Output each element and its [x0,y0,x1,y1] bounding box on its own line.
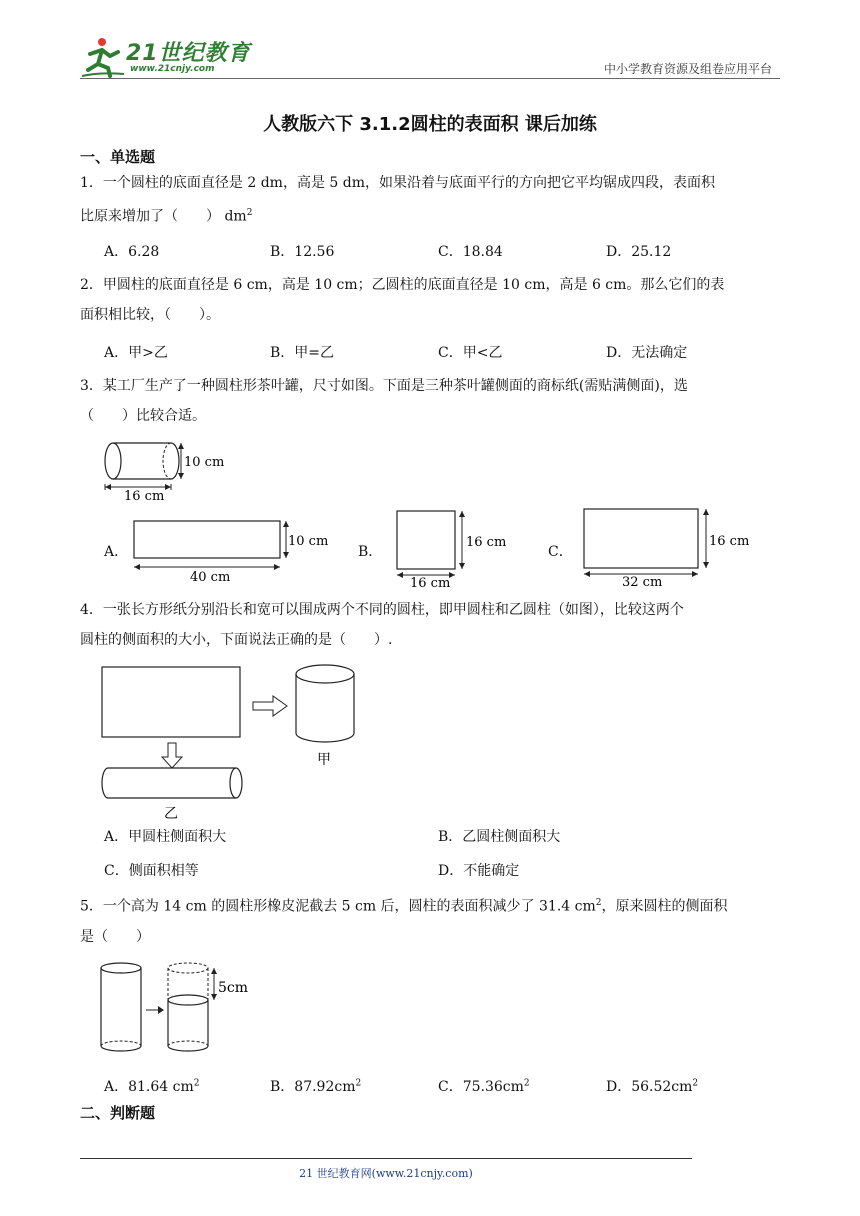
option-d[interactable]: D．不能确定 [438,863,520,879]
logo-text: 21世纪教育 [126,41,251,66]
option-a[interactable]: A．甲>乙 [104,345,168,361]
cylinder-jia-label: 甲 [317,752,331,768]
question-1 [80,168,780,232]
tea-can-height-label: 10 cm [184,455,225,470]
logo-url: www.21cnjy.com [130,64,215,74]
question-2-line1: 2．甲圆柱的底面直径是 6 cm，高是 10 cm；乙圆柱的底面直径是 10 cm，高是 6 cm。那么它们的表 [80,277,725,293]
paper-roll-figure [98,660,368,822]
option-b-square-figure[interactable] [392,505,522,589]
page-footer[interactable]: 21 世纪教育网(www.21cnjy.com) [299,1167,473,1180]
clay-cylinder-figure [96,958,266,1062]
option-c[interactable]: C．18.84 [438,244,503,260]
tea-can-figure [102,436,232,504]
option-b-width-label: 16 cm [410,576,451,589]
question-4-line2: 圆柱的侧面积的大小，下面说法正确的是（ ）. [80,632,393,648]
option-a[interactable]: A．81.64 $cm^2$ [104,1078,200,1095]
option-c-height-label: 16 cm [709,534,750,549]
option-b[interactable]: B．12.56 [270,244,335,260]
option-c[interactable]: C． [548,544,573,560]
option-a[interactable]: A． [104,544,129,560]
section-heading-single-choice: 一、单选题 [80,148,156,166]
option-b[interactable]: B．甲=乙 [270,345,335,361]
footer-divider [80,1158,692,1159]
option-a-height-label: 10 cm [288,534,329,549]
page-header [80,30,780,80]
option-d[interactable]: D．$56.52cm^2$ [606,1078,699,1095]
option-a-rectangle-figure[interactable] [130,515,330,585]
header-divider [80,78,780,79]
option-b[interactable]: B．乙圆柱侧面积大 [438,829,561,845]
option-b[interactable]: B．$87.92cm^2$ [270,1078,362,1095]
option-c-rectangle-figure[interactable] [578,504,758,590]
cut-height-label: 5cm [218,980,249,996]
option-c[interactable]: C．侧面积相等 [104,863,199,879]
question-3 [80,371,780,431]
question-4 [80,595,780,655]
question-1-line1: 1．一个圆柱的底面直径是 2 dm，高是 5 dm，如果沿着与底面平行的方向把它平均锯成四段，表面积 [80,175,715,191]
page-title: 人教版六下 3.1.2圆柱的表面积 课后加练 [263,114,597,135]
option-a-width-label: 40 cm [190,570,231,585]
option-b[interactable]: B． [358,544,383,560]
option-a[interactable]: A．6.28 [104,244,160,260]
question-2 [80,270,780,330]
question-4-options-row2 [104,860,784,882]
logo [80,34,260,78]
option-b-height-label: 16 cm [466,535,507,550]
option-a[interactable]: A．甲圆柱侧面积大 [104,829,227,845]
question-5 [80,888,780,952]
question-4-line1: 4．一张长方形纸分别沿长和宽可以围成两个不同的圆柱，即甲圆柱和乙圆柱（如图），比较这两个 [80,602,684,618]
cylinder-yi-label: 乙 [164,806,178,822]
question-3-line1: 3．某工厂生产了一种圆柱形茶叶罐，尺寸如图。下面是三种茶叶罐侧面的商标纸(需贴满侧面)，选 [80,378,688,394]
section-heading-true-false: 二、判断题 [80,1104,156,1122]
question-5-line2: 是（ ） [80,928,150,945]
question-2-options [104,342,784,364]
option-c[interactable]: C．甲<乙 [438,345,503,361]
question-3-line2: （ ）比较合适。 [80,408,206,424]
question-5-options [104,1076,784,1098]
question-1-line2: 比原来增加了（ ） $dm^2$ [80,208,253,225]
option-c-width-label: 32 cm [622,575,663,590]
question-4-options-row1 [104,826,784,848]
question-1-options [104,241,784,263]
option-d[interactable]: D．25.12 [606,244,672,260]
header-platform-text: 中小学教育资源及组卷应用平台 [603,62,772,76]
runner-logo-icon [80,34,128,78]
option-d[interactable]: D．无法确定 [606,345,688,361]
question-2-line2: 面积相比较，（ ）。 [80,307,220,323]
tea-can-length-label: 16 cm [124,489,165,504]
question-5-line1: 5．一个高为 14 cm 的圆柱形橡皮泥截去 5 cm 后，圆柱的表面积减少了 31.4 $cm^2$，原来圆柱的侧面积 [80,898,728,915]
option-c[interactable]: C．$75.36cm^2$ [438,1078,530,1095]
